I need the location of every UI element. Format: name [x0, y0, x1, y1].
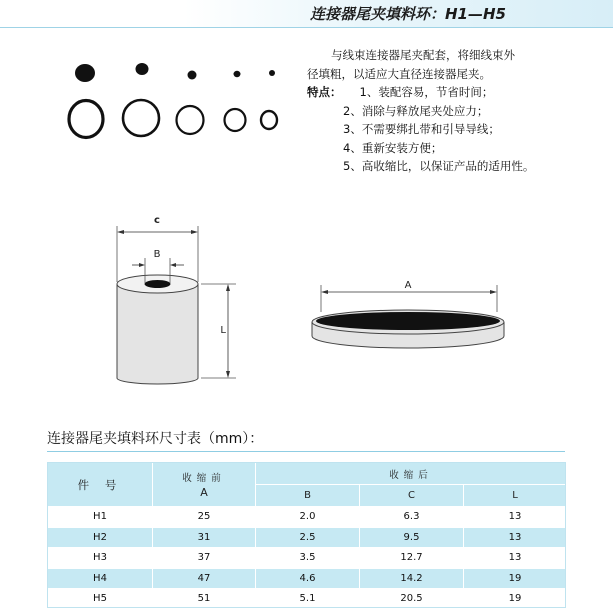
features-label: 特点：	[307, 85, 342, 99]
header-before	[153, 463, 256, 507]
cell-c: 20.5	[360, 589, 464, 610]
cell-b: 2.5	[256, 527, 360, 548]
cell-l: 13	[464, 507, 567, 528]
cell-l: 19	[464, 568, 567, 589]
cell-part: H3	[48, 548, 153, 569]
cell-l: 13	[464, 548, 567, 569]
header-before-label: 收缩前	[182, 473, 226, 484]
header-before-a: A	[200, 486, 208, 499]
product-dot-3	[188, 71, 197, 80]
feature-item: 3、不需要绑扎带和引导导线；	[343, 122, 500, 136]
product-ring-2	[123, 100, 159, 136]
header-l: L	[464, 485, 567, 507]
cell-b: 2.0	[256, 507, 360, 528]
table-row	[48, 527, 567, 548]
product-dot-1	[75, 64, 95, 82]
cell-l: 13	[464, 527, 567, 548]
cell-c: 12.7	[360, 548, 464, 569]
product-description	[307, 46, 607, 176]
table-row	[48, 548, 567, 569]
dim-a-label: A	[404, 280, 412, 291]
header-c: C	[360, 485, 464, 507]
cylinder-diagram	[117, 215, 236, 384]
table-title-divider	[47, 451, 565, 452]
feature-item: 5、高收缩比，以保证产品的适用性。	[343, 159, 535, 173]
cell-a: 51	[153, 589, 256, 610]
description-line-1: 与线束连接器尾夹配套，将细线束外	[331, 48, 515, 62]
table-row	[48, 589, 567, 610]
cell-part: H1	[48, 507, 153, 528]
cell-a: 47	[153, 568, 256, 589]
header-after: 收缩后	[256, 463, 567, 485]
product-dot-4	[234, 71, 241, 77]
feature-item: 4、重新安装方便；	[343, 140, 443, 155]
cylinder-hole	[145, 280, 171, 288]
cell-b: 3.5	[256, 548, 360, 569]
dim-l-label: L	[220, 325, 226, 336]
product-ring-4	[225, 109, 246, 131]
cell-a: 37	[153, 548, 256, 569]
cell-part: H2	[48, 527, 153, 548]
feature-item: 2、消除与释放尾夹处应力；	[343, 103, 489, 118]
product-ring-3	[177, 106, 204, 134]
cylinder-body	[117, 284, 198, 378]
product-dot-5	[269, 70, 275, 76]
page-title: 连接器尾夹填料环：H1—H5	[310, 5, 506, 23]
cell-b: 5.1	[256, 589, 360, 610]
table-title: 连接器尾夹填料环尺寸表（mm）：	[47, 431, 264, 447]
cell-c: 14.2	[360, 568, 464, 589]
product-ring-5	[261, 111, 277, 129]
table-row	[48, 568, 567, 589]
table-row	[48, 507, 567, 528]
features-block	[307, 83, 607, 102]
header-part-no: 件 号	[48, 463, 153, 507]
ring-diagram	[312, 280, 504, 348]
product-dot-2	[136, 63, 149, 75]
description-line-2: 径填粗，以适应大直径连接器尾夹。	[307, 66, 491, 81]
header-b: B	[256, 485, 360, 507]
cell-part: H5	[48, 589, 153, 610]
cell-b: 4.6	[256, 568, 360, 589]
feature-item: 1、装配容易，节省时间；	[359, 85, 494, 99]
cell-l: 19	[464, 589, 567, 610]
product-ring-1	[69, 101, 103, 138]
ring-hole	[316, 312, 500, 330]
cell-a: 25	[153, 507, 256, 528]
dim-b-label: B	[153, 249, 161, 260]
cell-c: 6.3	[360, 507, 464, 528]
cell-a: 31	[153, 527, 256, 548]
dim-c-label: c	[154, 215, 160, 226]
cell-part: H4	[48, 568, 153, 589]
cell-c: 9.5	[360, 527, 464, 548]
dimension-table	[47, 462, 567, 610]
